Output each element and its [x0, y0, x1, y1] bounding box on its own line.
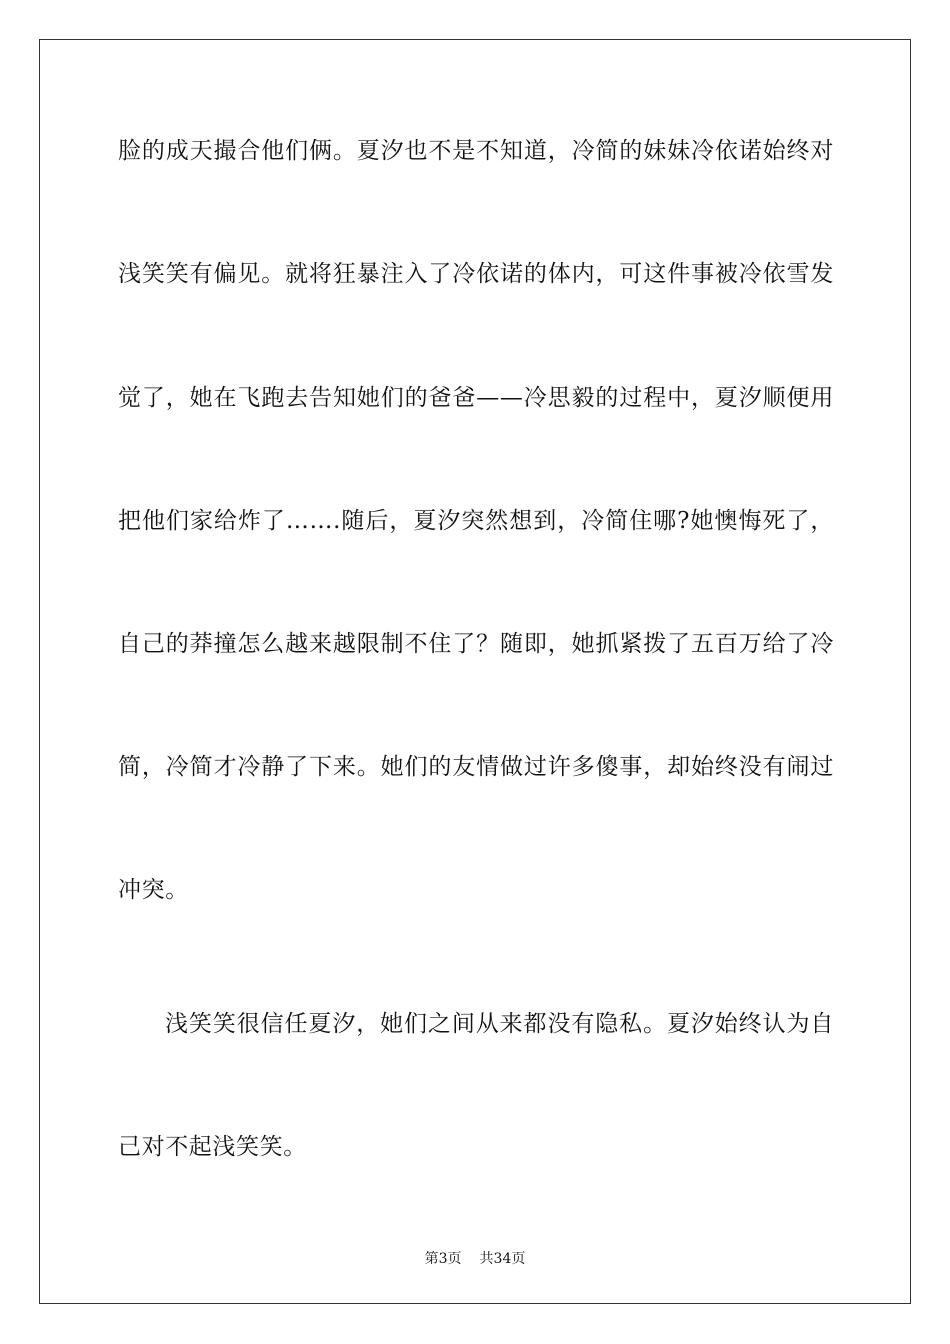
- text-line-3: 觉了，她在飞跑去告知她们的爸爸——冷思毅的过程中，夏汐顺便用: [118, 385, 834, 411]
- text-line-1: 脸的成天撮合他们俩。夏汐也不是不知道，冷简的妹妹冷依诺始终对: [118, 138, 834, 164]
- text-line-6: 简，冷简才冷静了下来。她们的友情做过许多傻事，却始终没有闹过: [118, 754, 834, 780]
- page-total: 共34页: [479, 1251, 526, 1267]
- page-number: 第3页: [424, 1251, 462, 1267]
- text-line-5: 自己的莽撞怎么越来越限制不住了？随即，她抓紧拨了五百万给了冷: [118, 631, 834, 657]
- text-line-9: 己对不起浅笑笑。: [118, 1134, 307, 1160]
- text-line-2: 浅笑笑有偏见。就将狂暴注入了冷依诺的体内，可这件事被冷依雪发: [118, 261, 834, 287]
- text-line-8: 浅笑笑很信任夏汐，她们之间从来都没有隐私。夏汐始终认为自: [165, 1011, 834, 1037]
- text-line-7: 冲突。: [118, 877, 189, 903]
- page-border: [39, 39, 911, 1304]
- text-line-4: 把他们家给炸了…….随后，夏汐突然想到，冷简住哪?她懊悔死了，: [118, 508, 834, 534]
- page-footer: [0, 1248, 950, 1268]
